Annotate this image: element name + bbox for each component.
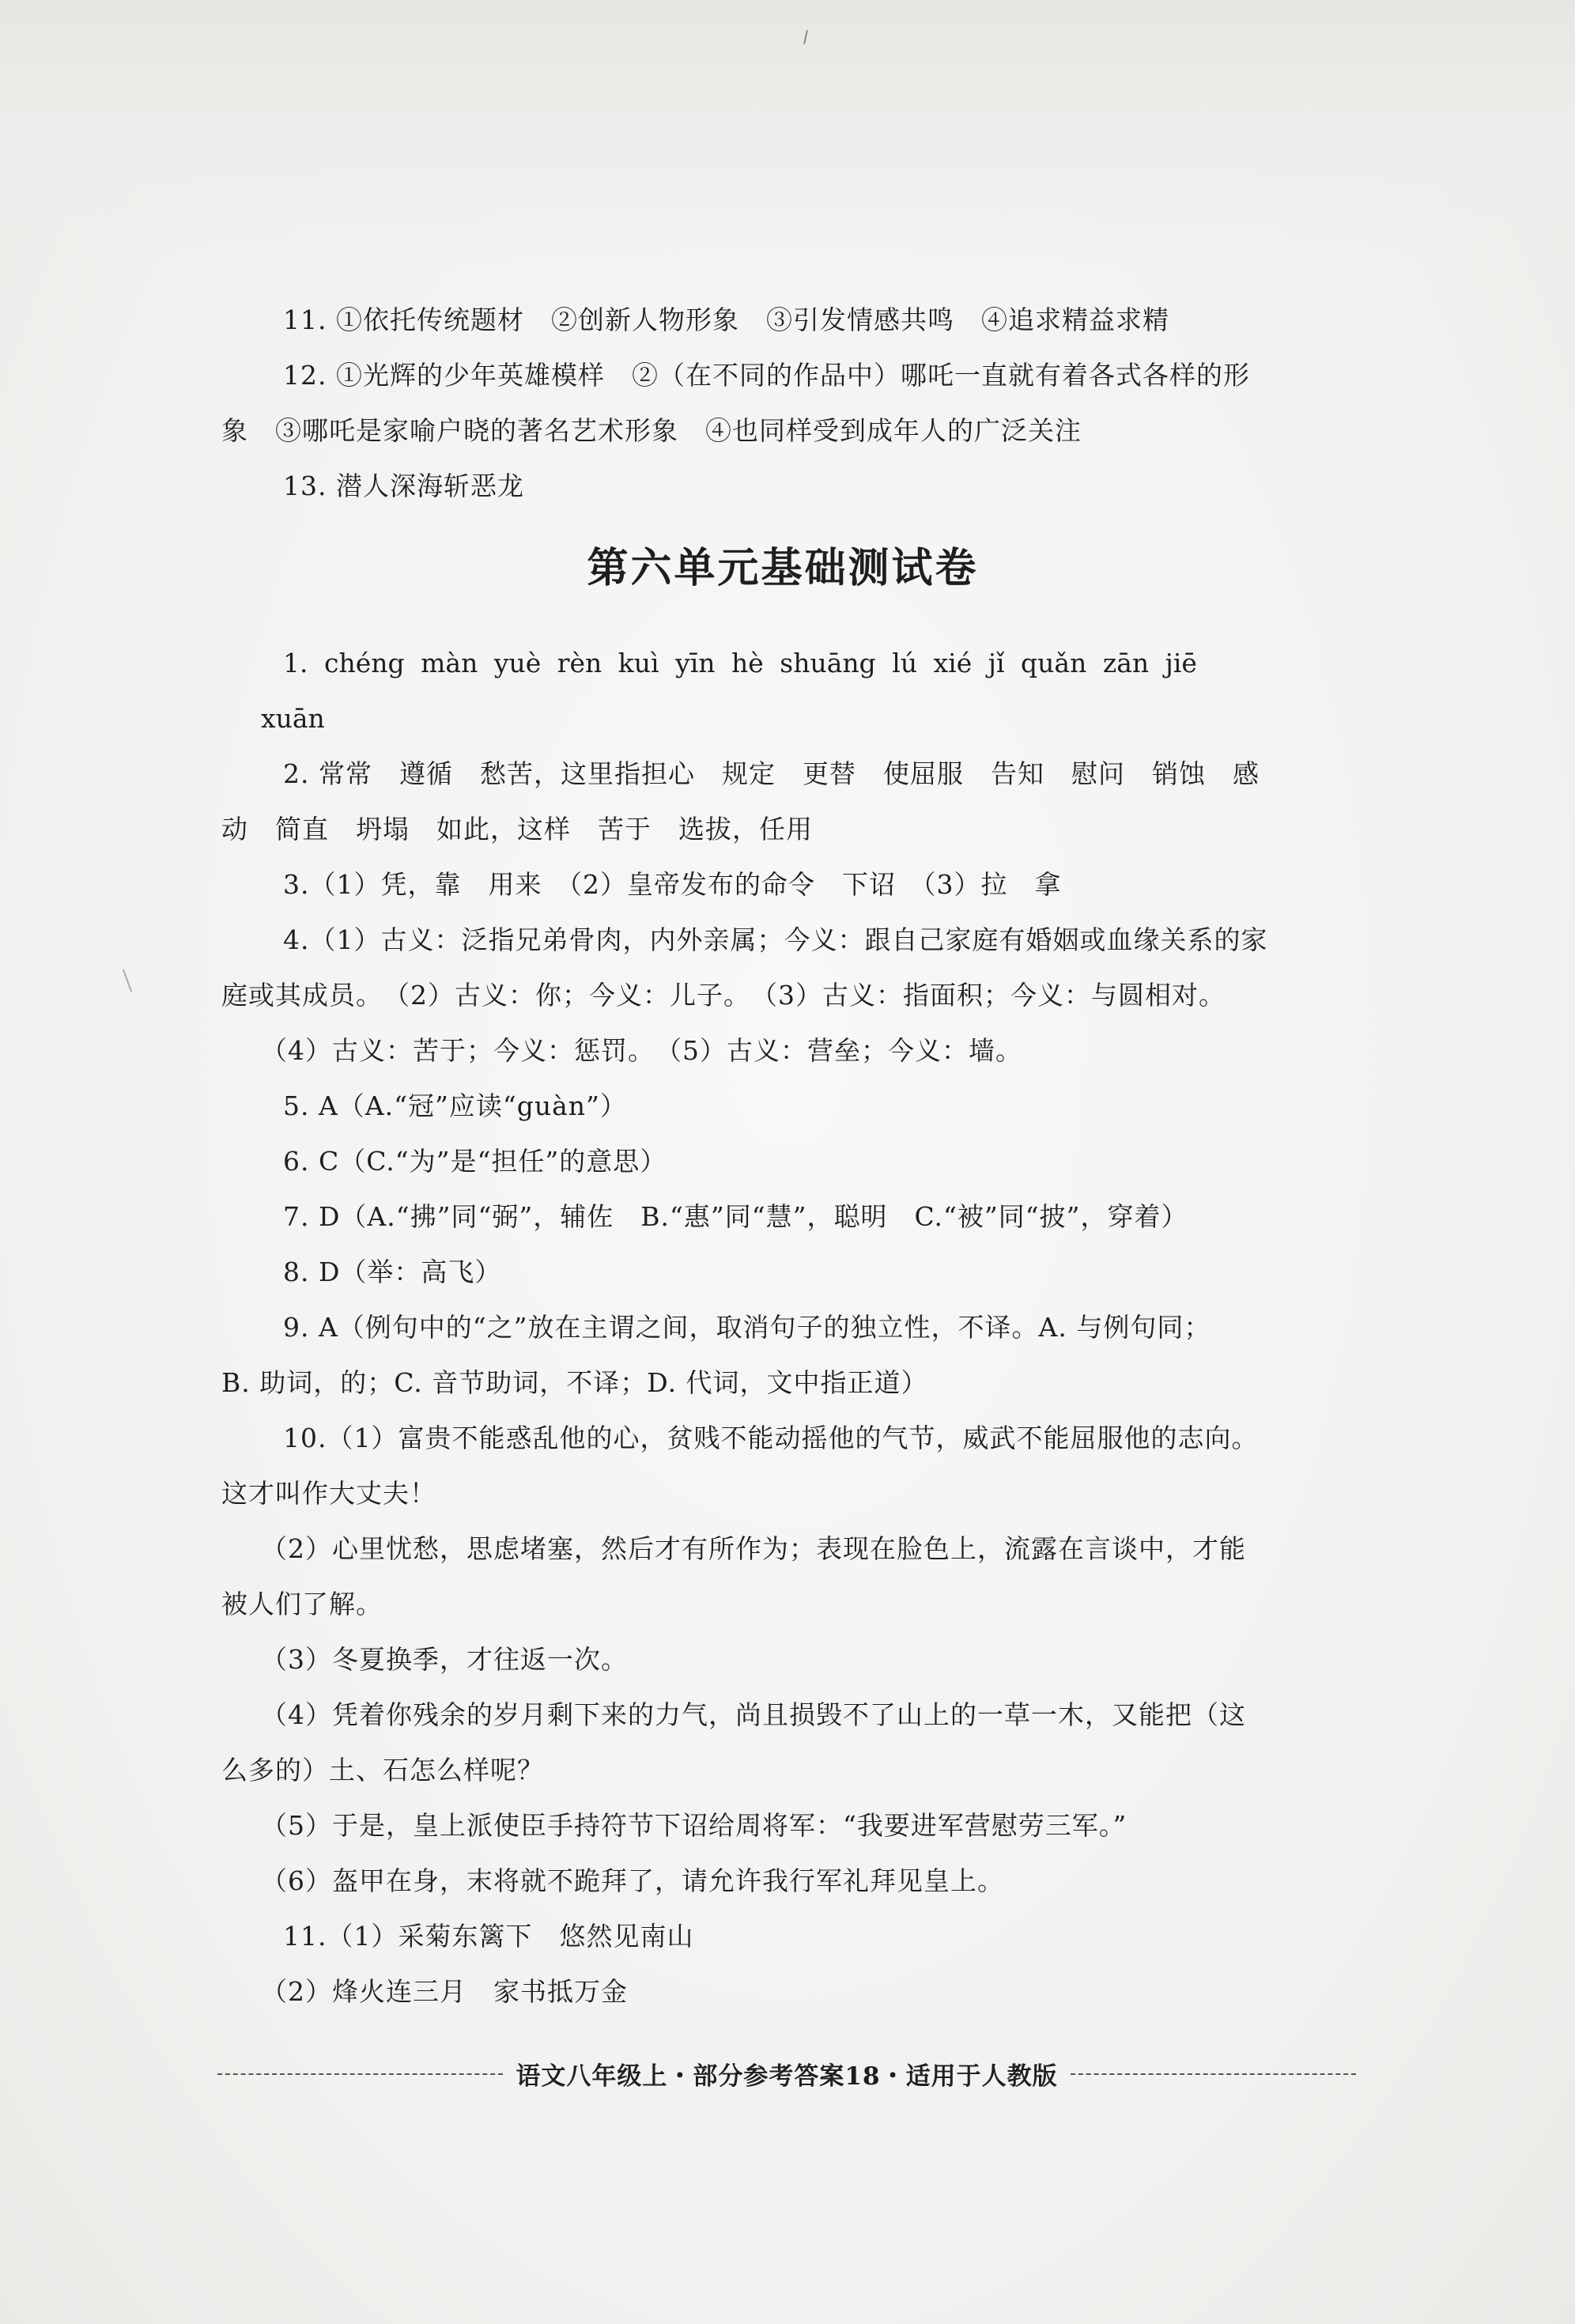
- page-footer: [217, 2056, 1356, 2092]
- answer-10-6: （6）盔甲在身，末将就不跪拜了，请允许我行军礼拜见皇上。: [261, 1865, 1004, 1896]
- answer-3: 3.（1）凭，靠 用来 （2）皇帝发布的命令 下诏 （3）拉 拿: [283, 869, 1062, 900]
- footer-dash-left: [217, 2073, 503, 2075]
- answer-4-cont2: （4）古义：苦于；今义：惩罚。 （5）古义：营垒；今义：墙。: [261, 1035, 1022, 1066]
- answer-10-5: （5）于是，皇上派使臣手持符节下诏给周将军：“我要进军营慰劳三军。”: [261, 1810, 1127, 1841]
- scan-mark-left: [123, 969, 132, 992]
- answer-1-cont: xuān: [261, 703, 325, 734]
- answer-1: 1. chéng màn yuè rèn kuì yīn hè shuāng lú xié jǐ quǎn zān jiē: [283, 648, 1197, 678]
- answer-9-cont: B. 助词，的；C. 音节助词，不译；D. 代词，文中指正道）: [221, 1367, 928, 1398]
- answer-10: 10.（1）富贵不能惑乱他的心，贫贱不能动摇他的气节，威武不能屈服他的志向。: [283, 1423, 1259, 1453]
- answer-10-2: （2）心里忧愁，思虑堵塞，然后才有所作为；表现在脸色上，流露在言谈中，才能: [261, 1533, 1246, 1564]
- answer-content: [221, 293, 1344, 2020]
- answer-6: 6. C（C.“为”是“担任”的意思）: [283, 1146, 667, 1177]
- answer-2-cont: 动 简直 坍塌 如此，这样 苦于 选拔，任用: [221, 814, 813, 845]
- section-title: 第六单元基础测试卷: [587, 545, 979, 592]
- answer-10-4: （4）凭着你残余的岁月剩下来的力气，尚且损毁不了山上的一草一木，又能把（这: [261, 1699, 1246, 1730]
- answer-13-prev: 13. 潜人深海斩恶龙: [283, 470, 524, 501]
- answer-11: 11.（1）采菊东篱下 悠然见南山: [283, 1921, 694, 1952]
- answer-4-cont: 庭或其成员。 （2）古义：你；今义：儿子。 （3）古义：指面积；今义：与圆相对。: [221, 980, 1226, 1011]
- footer-dash-right: [1071, 2073, 1356, 2075]
- answer-10-4-cont: 么多的）土、石怎么样呢？: [221, 1755, 544, 1786]
- answer-4: 4.（1）古义：泛指兄弟骨肉，内外亲属；今义：跟自己家庭有婚姻或血缘关系的家: [283, 924, 1268, 955]
- answer-12-prev: 12. ①光辉的少年英雄模样 ②（在不同的作品中）哪吒一直就有着各式各样的形: [283, 360, 1250, 391]
- answer-10-cont: 这才叫作大丈夫！: [221, 1478, 436, 1509]
- answer-11-2: （2）烽火连三月 家书抵万金: [261, 1976, 628, 2007]
- answer-11-prev: 11. ①依托传统题材 ②创新人物形象 ③引发情感共鸣 ④追求精益求精: [283, 304, 1169, 335]
- answer-12-prev-cont: 象 ③哪吒是家喻户晓的著名艺术形象 ④也同样受到成年人的广泛关注: [221, 415, 1082, 446]
- answer-8: 8. D（举：高飞）: [283, 1256, 502, 1287]
- answer-9: 9. A（例句中的“之”放在主谓之间，取消句子的独立性，不译。A. 与例句同；: [283, 1312, 1211, 1343]
- answer-10-2-cont: 被人们了解。: [221, 1589, 383, 1619]
- answer-5: 5. A（A.“冠”应读“guàn”）: [283, 1090, 627, 1121]
- answer-10-3: （3）冬夏换季，才往返一次。: [261, 1644, 628, 1675]
- answer-2: 2. 常常 遵循 愁苦，这里指担心 规定 更替 使屈服 告知 慰问 销蚀 感: [283, 758, 1260, 789]
- scan-shadow: [0, 0, 1575, 261]
- answer-7: 7. D（A.“拂”同“弼”，辅佐 B.“惠”同“慧”，聪明 C.“被”同“披”，穿着）: [283, 1201, 1188, 1232]
- footer-text: 语文八年级上・部分参考答案18・适用于人教版: [516, 2062, 1058, 2091]
